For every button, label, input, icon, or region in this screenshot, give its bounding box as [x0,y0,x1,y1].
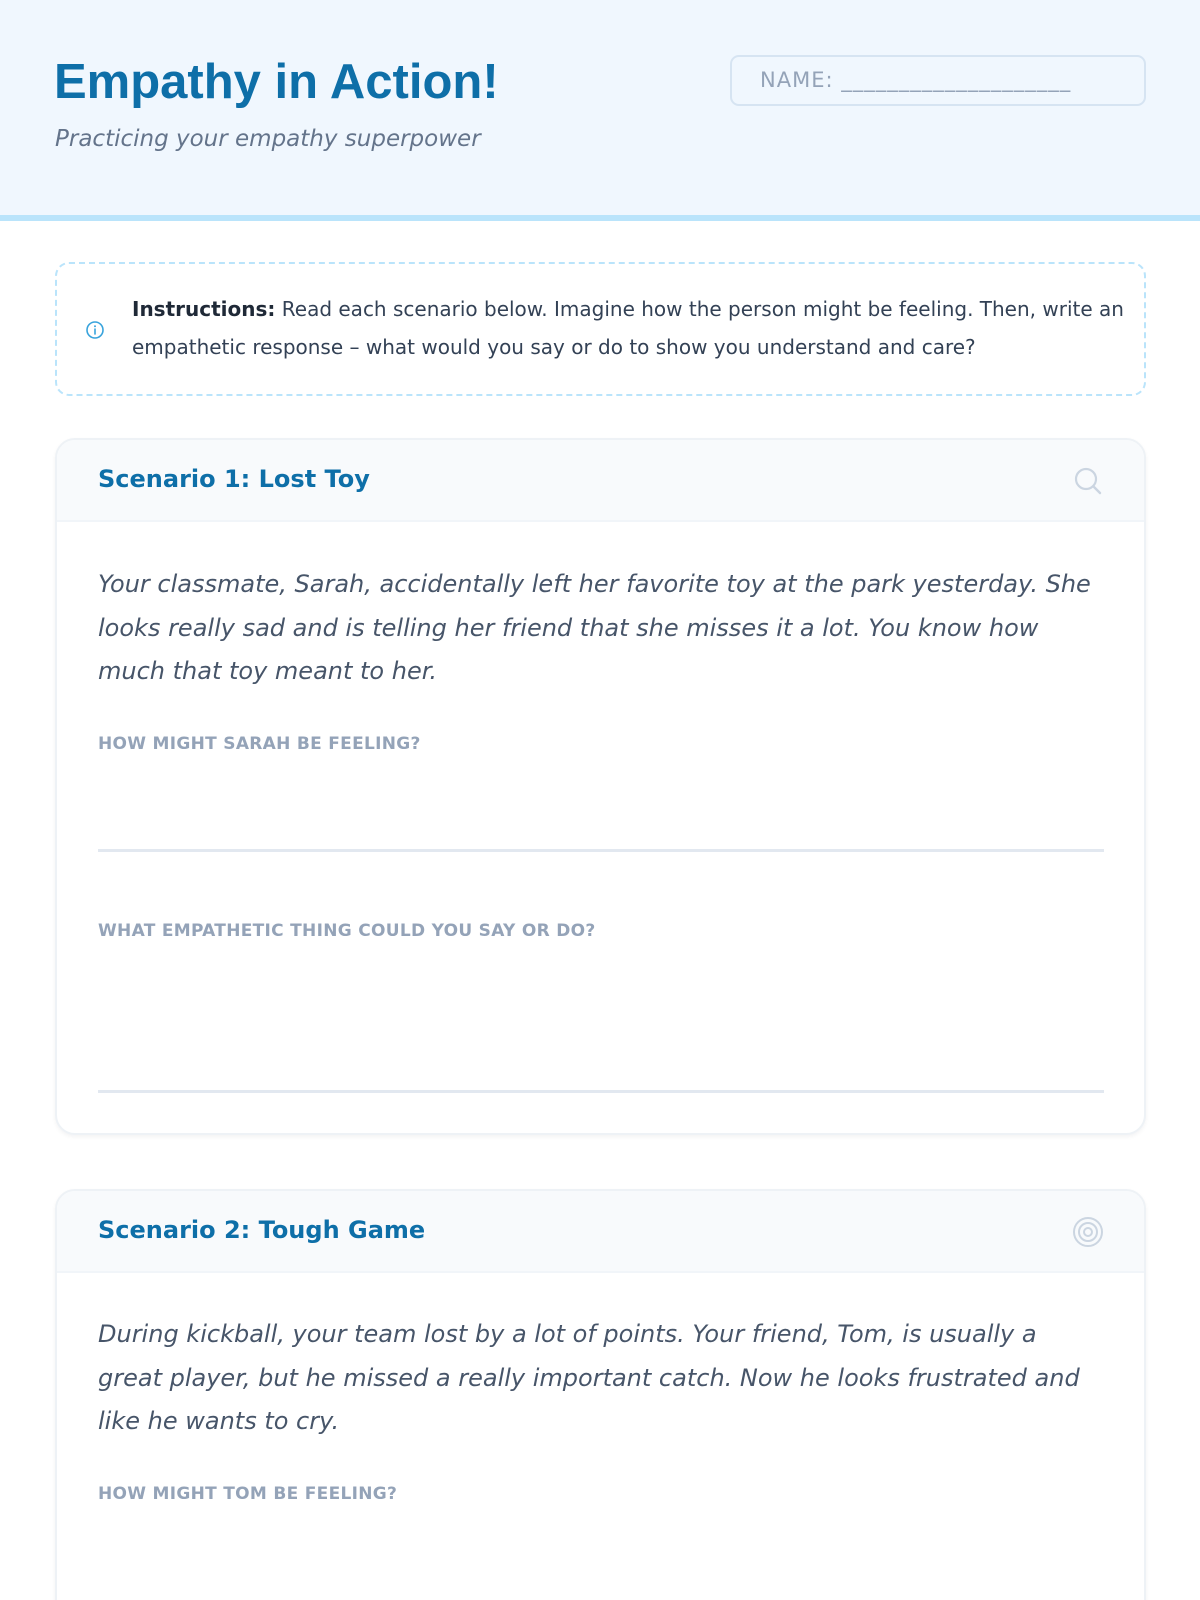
instructions-body: Read each scenario below. Imagine how the person might be feeling. Then, write an empathetic response – what would you say or do to show you understand and care? [132,297,1124,359]
feeling-answer-line[interactable] [98,849,1104,852]
scenario-title: Scenario 1: Lost Toy [98,465,370,493]
feeling-question: HOW MIGHT TOM BE FEELING? [98,1484,398,1504]
worksheet-header [0,0,1200,221]
scenario-header [57,440,1144,522]
response-question: WHAT EMPATHETIC THING COULD YOU SAY OR DO? [98,921,596,941]
scenario-text: Your classmate, Sarah, accidentally left her favorite toy at the park yesterday. She looks really sad and is telling her friend that she misses it a lot. You know how much that toy meant to her. [98,570,1091,685]
info-icon [85,320,105,340]
scenario-card-tough-game [55,1189,1146,1600]
feeling-question: HOW MIGHT SARAH BE FEELING? [98,734,421,754]
scenario-header [57,1191,1144,1273]
scenario-title: Scenario 2: Tough Game [98,1216,426,1244]
instructions-label: Instructions: [132,297,276,321]
scenario-text: During kickball, your team lost by a lot of points. Your friend, Tom, is usually a great player, but he missed a really important catch. Now he looks frustrated and like he wants to cry. [98,1320,1080,1435]
name-field[interactable]: NAME: ____________________ [730,55,1146,106]
scenario-card-lost-toy [55,438,1146,1135]
target-icon [1072,1216,1104,1248]
page-title: Empathy in Action! [54,55,499,109]
instructions-text [132,290,1132,366]
response-answer-line[interactable] [98,1090,1104,1093]
page-subtitle: Practicing your empathy superpower [55,126,481,152]
magnifier-icon [1072,465,1104,497]
instructions-box [55,262,1146,396]
